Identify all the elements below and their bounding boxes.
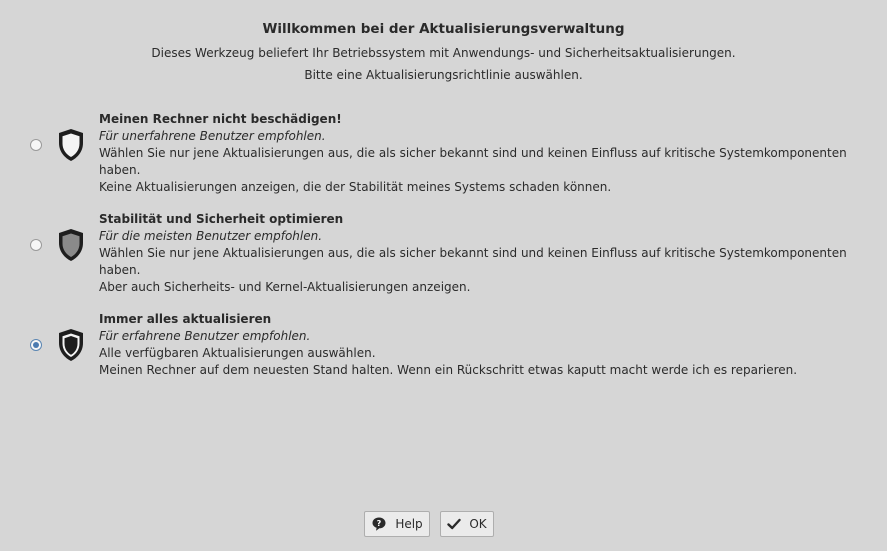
policy-option-2[interactable] bbox=[0, 210, 887, 294]
dialog-title: Willkommen bei der Aktualisierungsverwaltung bbox=[262, 21, 625, 37]
help-button-label: Help bbox=[395, 517, 423, 531]
shield-filled-icon bbox=[57, 328, 85, 362]
policy-1-title: Meinen Rechner nicht beschädigen! bbox=[99, 112, 342, 126]
policy-2-radio[interactable] bbox=[30, 239, 42, 251]
policy-2-description-1: Wählen Sie nur jene Aktualisierungen aus, die als sicher bekannt sind und keinen Einfluss auf kritische Systemkomponenten haben. bbox=[99, 246, 847, 277]
policy-1-description-2: Keine Aktualisierungen anzeigen, die der Stabilität meines Systems schaden können. bbox=[99, 180, 612, 194]
policy-3-radio[interactable] bbox=[30, 339, 42, 351]
policy-option-3[interactable] bbox=[0, 310, 887, 390]
policy-2-title: Stabilität und Sicherheit optimieren bbox=[99, 212, 344, 226]
policy-3-description-1: Alle verfügbaren Aktualisierungen auswählen. bbox=[99, 346, 376, 360]
shield-half-icon bbox=[57, 228, 85, 262]
ok-button[interactable] bbox=[440, 511, 494, 537]
policy-3-description-2: Meinen Rechner auf dem neuesten Stand halten. Wenn ein Rückschritt etwas kaputt macht werde ich es reparieren. bbox=[99, 363, 798, 377]
intro-line-1: Dieses Werkzeug beliefert Ihr Betriebssystem mit Anwendungs- und Sicherheitsaktualisierungen. bbox=[151, 46, 736, 60]
shield-outline-icon bbox=[57, 128, 85, 162]
svg-text:?: ? bbox=[376, 519, 382, 529]
checkmark-icon bbox=[447, 517, 461, 531]
policy-option-1[interactable] bbox=[0, 110, 887, 194]
help-icon bbox=[371, 516, 387, 532]
intro-line-2: Bitte eine Aktualisierungsrichtlinie auswählen. bbox=[304, 68, 583, 82]
policy-2-subtitle: Für die meisten Benutzer empfohlen. bbox=[99, 229, 323, 243]
policy-1-radio[interactable] bbox=[30, 139, 42, 151]
help-button[interactable] bbox=[364, 511, 430, 537]
ok-button-label: OK bbox=[469, 517, 487, 531]
policy-3-subtitle: Für erfahrene Benutzer empfohlen. bbox=[99, 329, 311, 343]
policy-3-title: Immer alles aktualisieren bbox=[99, 312, 272, 326]
policy-1-subtitle: Für unerfahrene Benutzer empfohlen. bbox=[99, 129, 326, 143]
policy-1-description-1: Wählen Sie nur jene Aktualisierungen aus, die als sicher bekannt sind und keinen Einfluss auf kritische Systemkomponenten haben. bbox=[99, 146, 847, 177]
policy-2-description-2: Aber auch Sicherheits- und Kernel-Aktualisierungen anzeigen. bbox=[99, 280, 471, 294]
